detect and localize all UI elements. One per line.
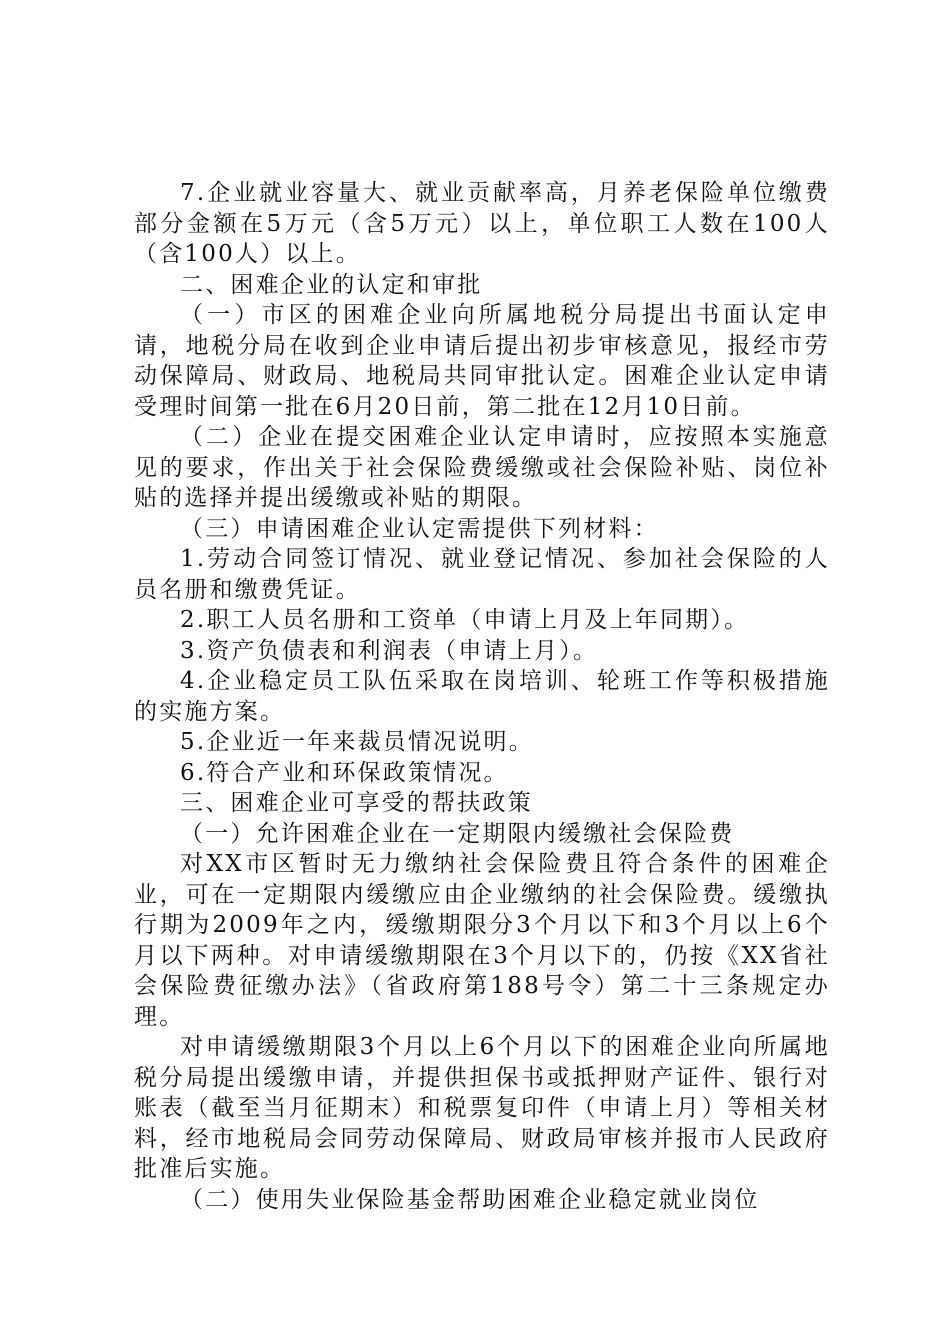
list-item-6: 6.符合产业和环保政策情况。 [180,759,509,786]
list-item-4: 4.企业稳定员工队伍采取在岗培训、轮班工作等积极措施的实施方案。 [134,668,830,725]
list-item-5: 5.企业近一年来裁员情况说明。 [180,729,534,755]
list-item-3: 3.资产负债表和利润表（申请上月）。 [180,637,599,664]
section-heading-2: 二、困难企业的认定和审批 [180,271,483,298]
paragraph-2-3: （三）申请困难企业认定需提供下列材料： [180,515,659,542]
list-item-2: 2.职工人员名册和工资单（申请上月及上年同期）。 [180,607,750,633]
paragraph-2-1: （一）市区的困难企业向所属地税分局提出书面认定申请，地税分局在收到企业申请后提出初步审核意见，报经市劳动保障局、财政局、地税局共同审批认定。困难企业认定申请受理时间第一批在6月20日前，第二批在12月10日前。 [134,302,830,420]
paragraph-2-2: （二）企业在提交困难企业认定申请时，应按照本实施意见的要求，作出关于社会保险费缓缴或社会保险补贴、岗位补贴的选择并提出缓缴或补贴的期限。 [134,424,830,511]
list-item-1: 1.劳动合同签订情况、就业登记情况、参加社会保险的人员名册和缴费凭证。 [134,546,830,603]
paragraph-3-1-b: 对申请缓缴期限3个月以上6个月以下的困难企业向所属地税分局提出缓缴申请，并提供担保书或抵押财产证件、银行对账表（截至当月征期末）和税票复印件（申请上月）等相关材料，经市地税局会同劳动保障局、财政局审核并报市人民政府批准后实施。 [134,1034,830,1182]
section-heading-3: 三、困难企业可享受的帮扶政策 [180,790,533,816]
subsection-heading-3-2: （二）使用失业保险基金帮助困难企业稳定就业岗位 [180,1186,760,1213]
subsection-heading-3-1: （一）允许困难企业在一定期限内缓缴社会保险费 [180,820,735,847]
document-body [134,178,830,1215]
paragraph-3-1-a: 对XX市区暂时无力缴纳社会保险费且符合条件的困难企业，可在一定期限内缓缴应由企业缴纳的社会保险费。缓缴执行期为2009年之内，缓缴期限分3个月以下和3个月以上6个月以下两种。对申请缓缴期限在3个月以下的，仍按《XX省社会保险费征缴办法》（省政府第188号令）第二十三条规定办理。 [134,851,830,1030]
paragraph-item-7: 7.企业就业容量大、就业贡献率高，月养老保险单位缴费部分金额在5万元（含5万元）以上，单位职工人数在100人（含100人）以上。 [134,180,830,267]
